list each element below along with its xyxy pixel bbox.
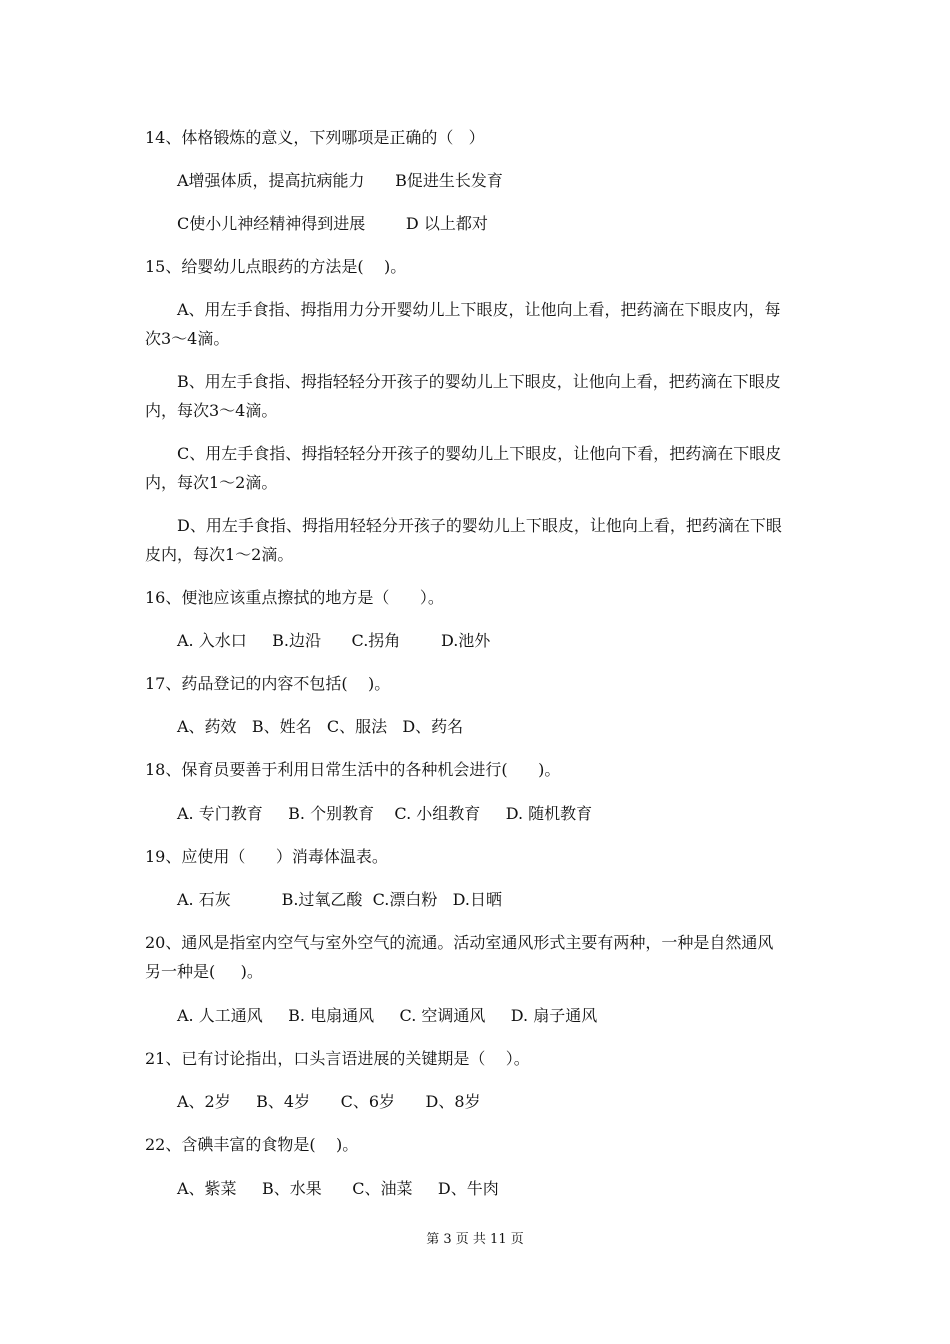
question-16-options: A. 入水口 B.边沿 C.拐角 D.池外 — [177, 631, 491, 650]
question-14-options-cd: C使小儿神经精神得到进展 D 以上都对 — [177, 214, 488, 233]
question-15-option-b-cont: 内，每次3～4滴。 — [145, 401, 278, 420]
question-15-option-c-cont: 内，每次1～2滴。 — [145, 473, 278, 492]
page-footer: 第 3 页 共 11 页 — [426, 1232, 524, 1247]
question-18-options: A. 专门教育 B. 个别教育 C. 小组教育 D. 随机教育 — [177, 804, 593, 823]
question-15-option-c: C、用左手食指、拇指轻轻分开孩子的婴幼儿上下眼皮，让他向下看，把药滴在下眼皮 — [177, 444, 782, 463]
question-21-options: A、2岁 B、4岁 C、6岁 D、8岁 — [177, 1092, 481, 1111]
question-14: 14、体格锻炼的意义，下列哪项是正确的（ ） — [145, 128, 485, 147]
question-19: 19、应使用（ ）消毒体温表。 — [145, 847, 388, 866]
question-15-option-d: D、用左手食指、拇指用轻轻分开孩子的婴幼儿上下眼皮，让他向上看，把药滴在下眼 — [177, 516, 782, 535]
question-20-cont: 另一种是( )。 — [145, 962, 263, 981]
question-22-options: A、紫菜 B、水果 C、油菜 D、牛肉 — [177, 1179, 499, 1198]
question-15-option-a-cont: 次3～4滴。 — [145, 329, 230, 348]
question-15-option-a: A、用左手食指、拇指用力分开婴幼儿上下眼皮，让他向上看，把药滴在下眼皮内，每 — [177, 300, 781, 319]
question-20-options: A. 人工通风 B. 电扇通风 C. 空调通风 D. 扇子通风 — [177, 1006, 598, 1025]
question-18: 18、保育员要善于利用日常生活中的各种机会进行( )。 — [145, 760, 561, 779]
question-17: 17、药品登记的内容不包括( )。 — [145, 674, 391, 693]
question-22: 22、含碘丰富的食物是( )。 — [145, 1135, 359, 1154]
question-14-options-ab: A增强体质，提高抗病能力 B促进生长发育 — [177, 171, 503, 190]
question-16: 16、便池应该重点擦拭的地方是（ ）。 — [145, 588, 444, 607]
question-21: 21、已有讨论指出，口头言语进展的关键期是（ ）。 — [145, 1049, 530, 1068]
question-19-options: A. 石灰 B.过氧乙酸 C.漂白粉 D.日晒 — [177, 890, 502, 909]
question-17-options: A、药效 B、姓名 C、服法 D、药名 — [177, 717, 464, 736]
question-15-option-d-cont: 皮内，每次1～2滴。 — [145, 545, 294, 564]
question-15: 15、给婴幼儿点眼药的方法是( )。 — [145, 257, 407, 276]
question-15-option-b: B、用左手食指、拇指轻轻分开孩子的婴幼儿上下眼皮，让他向上看，把药滴在下眼皮 — [177, 372, 781, 391]
question-20: 20、通风是指室内空气与室外空气的流通。活动室通风形式主要有两种，一种是自然通风 — [145, 933, 774, 952]
